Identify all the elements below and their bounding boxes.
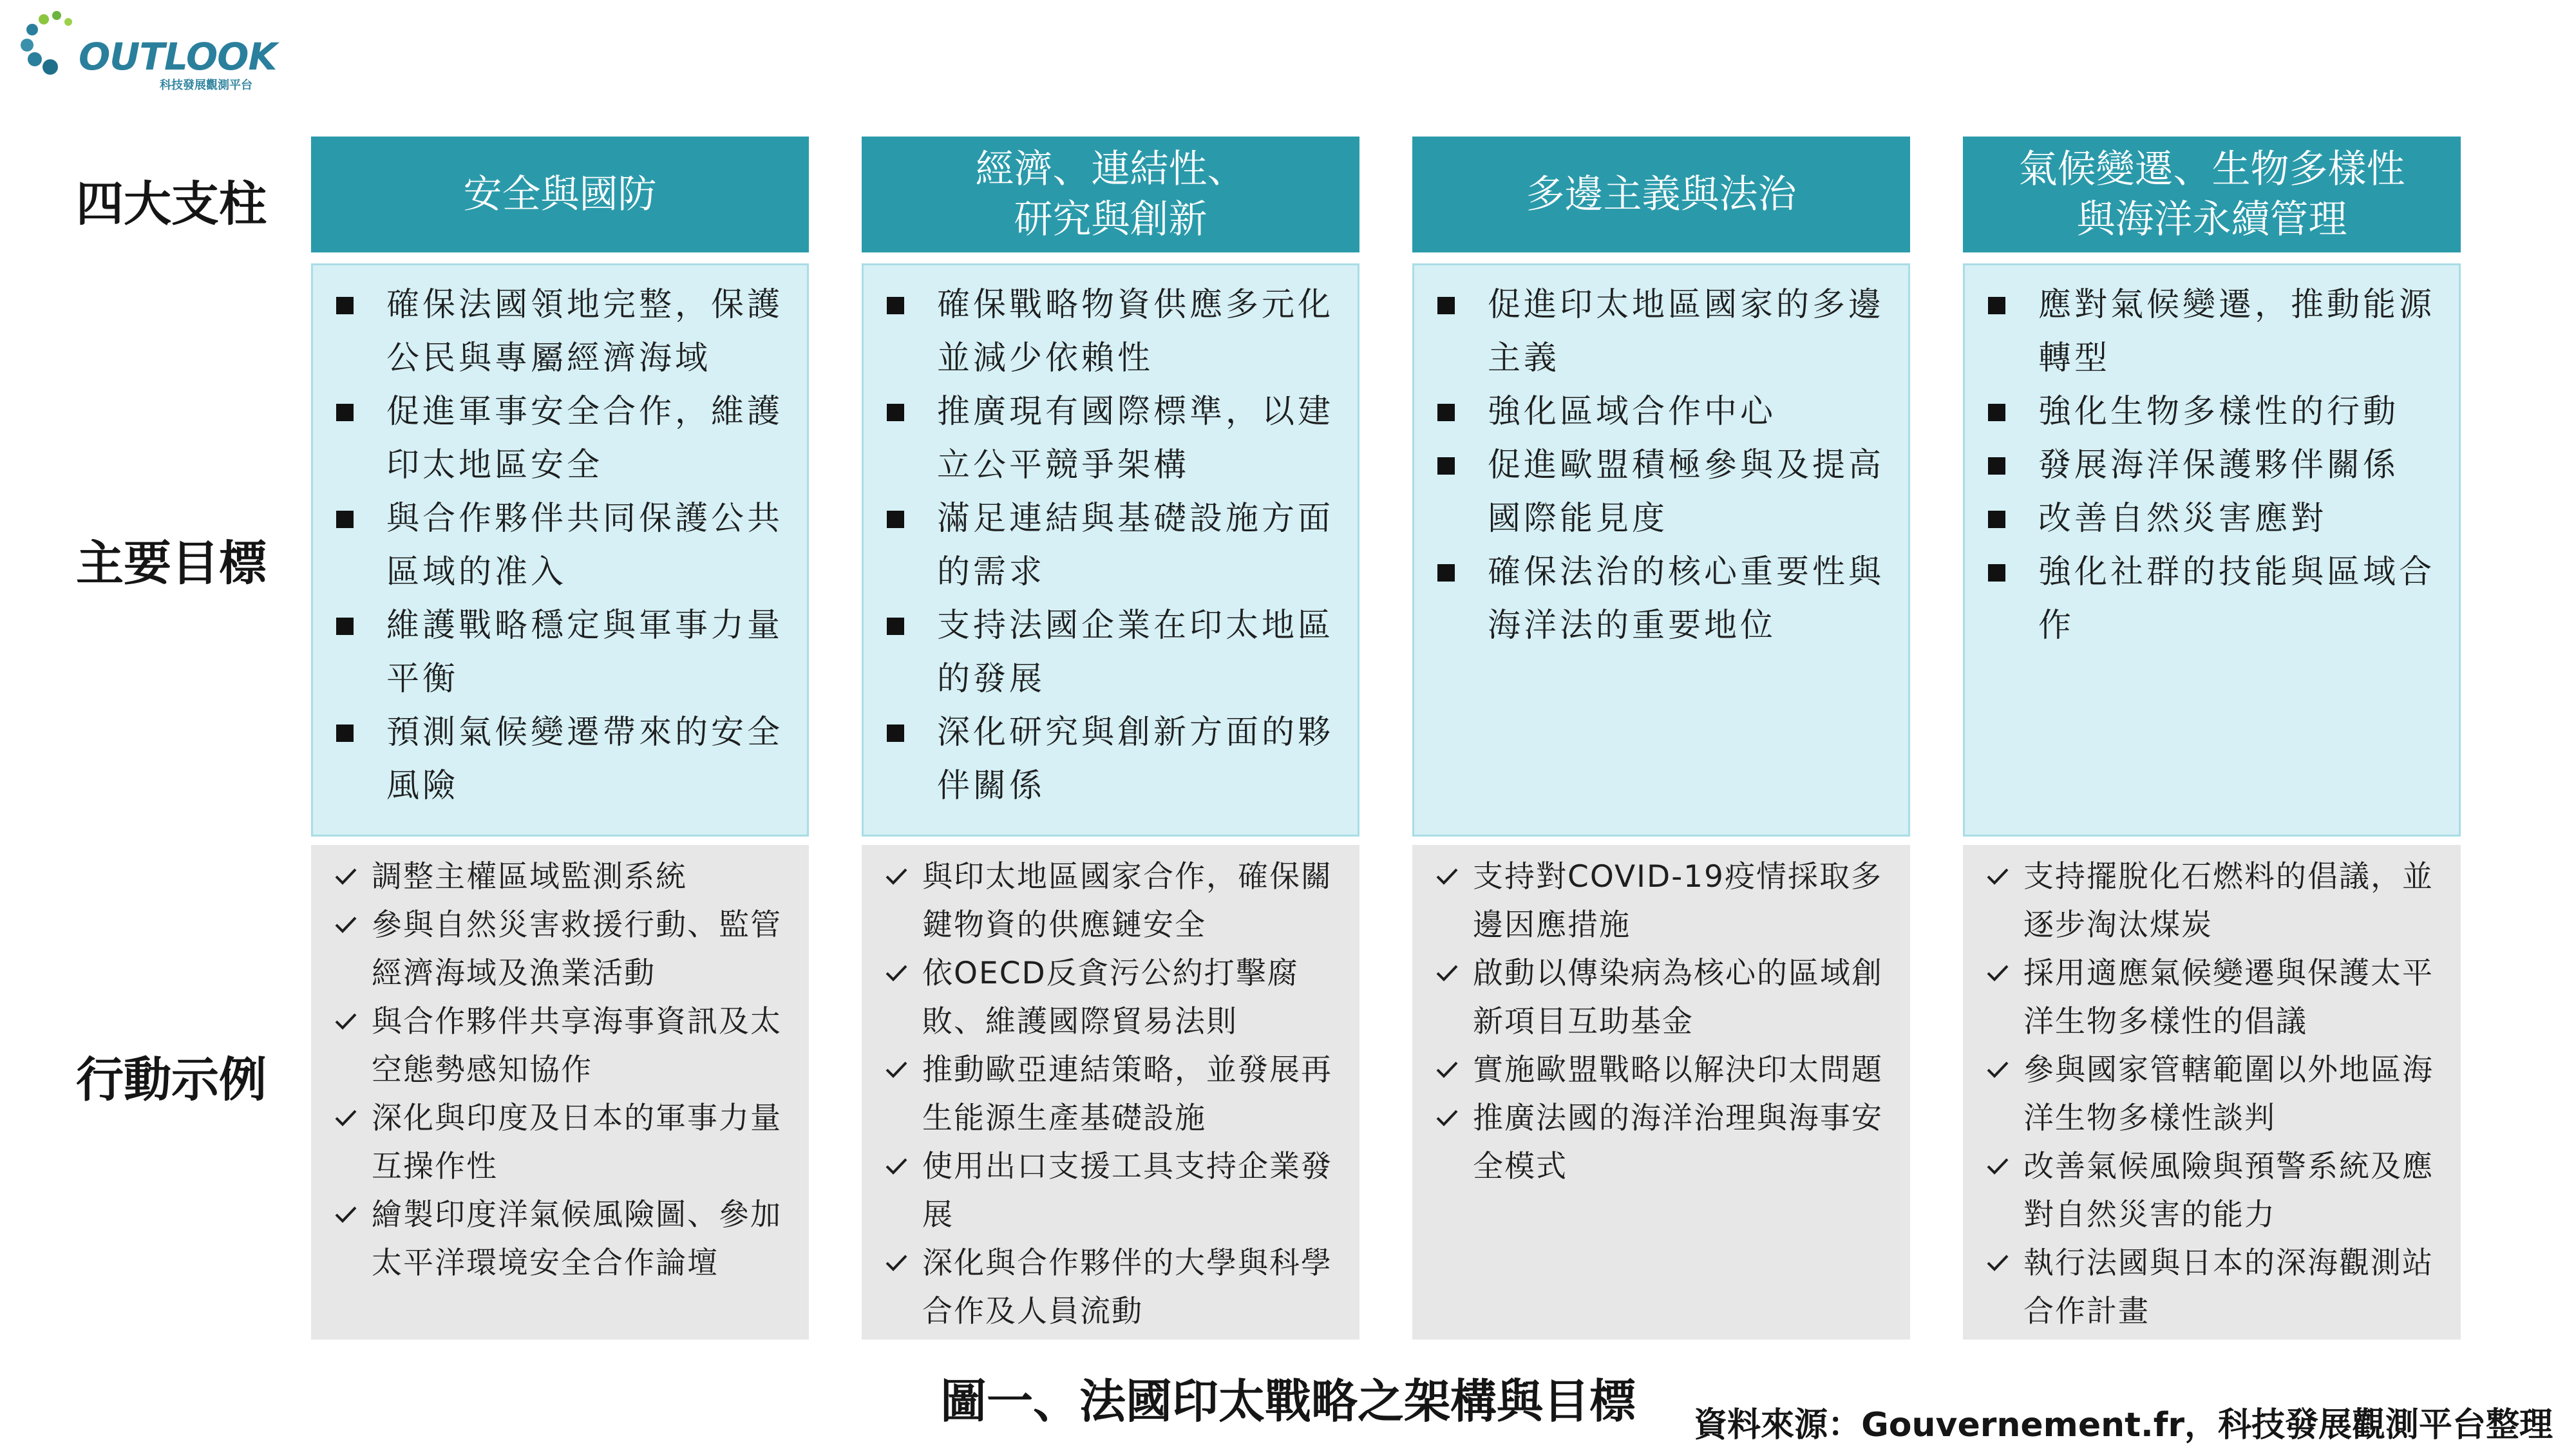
- action-item: [1430, 1094, 1892, 1191]
- goal-text: 促進歐盟積極參與及提高國際能見度: [1488, 446, 1885, 538]
- square-bullet-icon: [1988, 457, 2005, 475]
- square-bullet-icon: [887, 618, 904, 635]
- row-label-pillars: 四大支柱: [76, 176, 267, 232]
- square-bullet-icon: [887, 297, 904, 314]
- goal-item: [882, 599, 1340, 706]
- action-text: 使用出口支援工具支持企業發展: [922, 1149, 1332, 1233]
- source-note: 資料來源：Gouvernement.fr，科技發展觀測平台整理: [1694, 1406, 2553, 1444]
- checkmark-icon: [1986, 1253, 2009, 1273]
- goal-text: 發展海洋保護夥伴關係: [2038, 446, 2400, 484]
- checkmark-icon: [885, 1060, 908, 1079]
- goal-item: [882, 492, 1340, 599]
- action-text: 深化與合作夥伴的大學與科學合作及人員流動: [922, 1245, 1332, 1329]
- square-bullet-icon: [1988, 404, 2005, 421]
- action-item: [1430, 1046, 1892, 1094]
- action-text: 參與自然災害救援行動、監管經濟海域及漁業活動: [372, 907, 782, 991]
- square-bullet-icon: [336, 618, 354, 635]
- goal-text: 推廣現有國際標準，以建立公平競爭架構: [937, 393, 1334, 484]
- square-bullet-icon: [1988, 511, 2005, 528]
- checkmark-icon: [1986, 963, 2009, 983]
- goal-text: 維護戰略穩定與軍事力量平衡: [386, 607, 784, 698]
- square-bullet-icon: [887, 511, 904, 528]
- action-text: 調整主權區域監測系統: [372, 859, 687, 895]
- goal-item: [882, 278, 1340, 385]
- checkmark-icon: [334, 1205, 357, 1224]
- pillar-header: 安全與國防: [311, 137, 809, 252]
- action-item: [1981, 1239, 2443, 1336]
- goal-item: [1432, 278, 1890, 385]
- checkmark-icon: [1986, 1157, 2009, 1176]
- goal-list: [313, 265, 807, 813]
- action-item: [880, 1046, 1341, 1142]
- action-item: [329, 853, 791, 901]
- action-text: 推廣法國的海洋治理與海事安全模式: [1473, 1101, 1883, 1184]
- action-list: [1412, 845, 1910, 1191]
- goal-text: 促進印太地區國家的多邊主義: [1488, 286, 1885, 377]
- square-bullet-icon: [336, 724, 354, 742]
- square-bullet-icon: [1988, 564, 2005, 582]
- checkmark-icon: [885, 1253, 908, 1273]
- goal-item: [1432, 439, 1890, 545]
- square-bullet-icon: [1437, 297, 1455, 314]
- pillar-header: 經濟、連結性、 研究與創新: [862, 137, 1359, 252]
- action-text: 實施歐盟戰略以解決印太問題: [1473, 1052, 1883, 1088]
- checkmark-icon: [1435, 1060, 1459, 1079]
- action-text: 與合作夥伴共享海事資訊及太空態勢感知協作: [372, 1004, 782, 1088]
- checkmark-icon: [334, 1012, 357, 1031]
- goal-text: 與合作夥伴共同保護公共區域的准入: [386, 500, 784, 591]
- action-item: [1430, 949, 1892, 1046]
- outlook-logo: [19, 8, 277, 92]
- square-bullet-icon: [887, 404, 904, 421]
- checkmark-icon: [1435, 867, 1459, 886]
- pillar-header: 多邊主義與法治: [1412, 137, 1910, 252]
- checkmark-icon: [1986, 867, 2009, 886]
- goal-item: [882, 706, 1340, 813]
- checkmark-icon: [885, 1157, 908, 1176]
- actions-box: [1412, 845, 1910, 1340]
- action-item: [880, 853, 1341, 949]
- action-item: [1430, 853, 1892, 949]
- action-text: 啟動以傳染病為核心的區域創新項目互助基金: [1473, 956, 1883, 1039]
- goals-box: [311, 263, 809, 837]
- actions-box: [311, 845, 809, 1340]
- action-text: 繪製印度洋氣候風險圖、參加太平洋環境安全合作論壇: [372, 1197, 782, 1281]
- checkmark-icon: [334, 915, 357, 934]
- goal-text: 確保法國領地完整，保護公民與專屬經濟海域: [386, 286, 784, 377]
- square-bullet-icon: [887, 724, 904, 742]
- actions-box: [1963, 845, 2461, 1340]
- figure-caption: 圖一、法國印太戰略之架構與目標: [940, 1374, 1636, 1428]
- goal-text: 應對氣候變遷，推動能源轉型: [2038, 286, 2436, 377]
- action-text: 支持對COVID-19疫情採取多邊因應措施: [1473, 859, 1882, 943]
- goal-text: 確保法治的核心重要性與海洋法的重要地位: [1488, 553, 1885, 645]
- square-bullet-icon: [1988, 297, 2005, 314]
- action-list: [1963, 845, 2461, 1336]
- action-item: [329, 998, 791, 1094]
- goal-text: 強化社群的技能與區域合作: [2038, 553, 2436, 645]
- goal-list: [1965, 265, 2459, 652]
- square-bullet-icon: [1437, 457, 1455, 475]
- goal-item: [331, 706, 789, 813]
- square-bullet-icon: [336, 511, 354, 528]
- checkmark-icon: [1435, 963, 1459, 983]
- goal-text: 強化生物多樣性的行動: [2038, 393, 2400, 431]
- goal-item: [1983, 278, 2441, 385]
- action-item: [1981, 1046, 2443, 1142]
- action-text: 改善氣候風險與預警系統及應對自然災害的能力: [2023, 1149, 2434, 1233]
- action-item: [329, 901, 791, 998]
- goal-item: [331, 278, 789, 385]
- goal-text: 促進軍事安全合作，維護印太地區安全: [386, 393, 784, 484]
- checkmark-icon: [885, 963, 908, 983]
- logo-subtitle: 科技發展觀測平台: [160, 79, 252, 92]
- goal-text: 改善自然災害應對: [2038, 500, 2327, 538]
- square-bullet-icon: [1437, 564, 1455, 582]
- action-item: [880, 949, 1341, 1046]
- goal-item: [1983, 385, 2441, 439]
- goal-item: [1983, 439, 2441, 492]
- action-text: 深化與印度及日本的軍事力量互操作性: [372, 1101, 782, 1184]
- goal-item: [331, 385, 789, 492]
- action-list: [862, 845, 1359, 1336]
- goal-text: 深化研究與創新方面的夥伴關係: [937, 714, 1334, 805]
- goal-list: [864, 265, 1358, 813]
- action-text: 依OECD反貪污公約打擊腐敗、維護國際貿易法則: [922, 956, 1299, 1039]
- goals-box: [1963, 263, 2461, 837]
- checkmark-icon: [885, 867, 908, 886]
- action-text: 與印太地區國家合作，確保關鍵物資的供應鏈安全: [922, 859, 1332, 943]
- goal-text: 滿足連結與基礎設施方面的需求: [937, 500, 1334, 591]
- square-bullet-icon: [1437, 404, 1455, 421]
- goals-box: [862, 263, 1359, 837]
- action-text: 推動歐亞連結策略，並發展再生能源生產基礎設施: [922, 1052, 1332, 1136]
- logo-wordmark: OUTLOOK: [79, 35, 277, 79]
- action-item: [1981, 853, 2443, 949]
- action-text: 參與國家管轄範圍以外地區海洋生物多樣性談判: [2023, 1052, 2434, 1136]
- goal-item: [882, 385, 1340, 492]
- goal-item: [1432, 545, 1890, 652]
- action-text: 執行法國與日本的深海觀測站合作計畫: [2023, 1245, 2434, 1329]
- action-item: [1981, 1142, 2443, 1239]
- goal-item: [1983, 492, 2441, 545]
- goal-item: [1432, 385, 1890, 439]
- action-item: [329, 1191, 791, 1287]
- action-text: 支持擺脫化石燃料的倡議，並逐步淘汰煤炭: [2023, 859, 2434, 943]
- row-label-actions: 行動示例: [76, 1052, 267, 1108]
- checkmark-icon: [334, 867, 357, 886]
- goal-item: [331, 492, 789, 599]
- action-item: [1981, 949, 2443, 1046]
- goal-text: 確保戰略物資供應多元化並減少依賴性: [937, 286, 1334, 377]
- pillar-header: 氣候變遷、生物多樣性 與海洋永續管理: [1963, 137, 2461, 252]
- goal-list: [1414, 265, 1908, 652]
- checkmark-icon: [1435, 1108, 1459, 1128]
- logo-dots-icon: [19, 8, 84, 79]
- square-bullet-icon: [336, 297, 354, 314]
- action-item: [329, 1094, 791, 1191]
- action-item: [880, 1239, 1341, 1336]
- action-list: [311, 845, 809, 1287]
- goals-box: [1412, 263, 1910, 837]
- goal-text: 預測氣候變遷帶來的安全風險: [386, 714, 784, 805]
- goal-text: 支持法國企業在印太地區的發展: [937, 607, 1334, 698]
- actions-box: [862, 845, 1359, 1340]
- goal-text: 強化區域合作中心: [1488, 393, 1777, 431]
- checkmark-icon: [334, 1108, 357, 1128]
- goal-item: [331, 599, 789, 706]
- action-text: 採用適應氣候變遷與保護太平洋生物多樣性的倡議: [2023, 956, 2434, 1039]
- square-bullet-icon: [336, 404, 354, 421]
- goal-item: [1983, 545, 2441, 652]
- row-label-goals: 主要目標: [76, 536, 267, 591]
- checkmark-icon: [1986, 1060, 2009, 1079]
- action-item: [880, 1142, 1341, 1239]
